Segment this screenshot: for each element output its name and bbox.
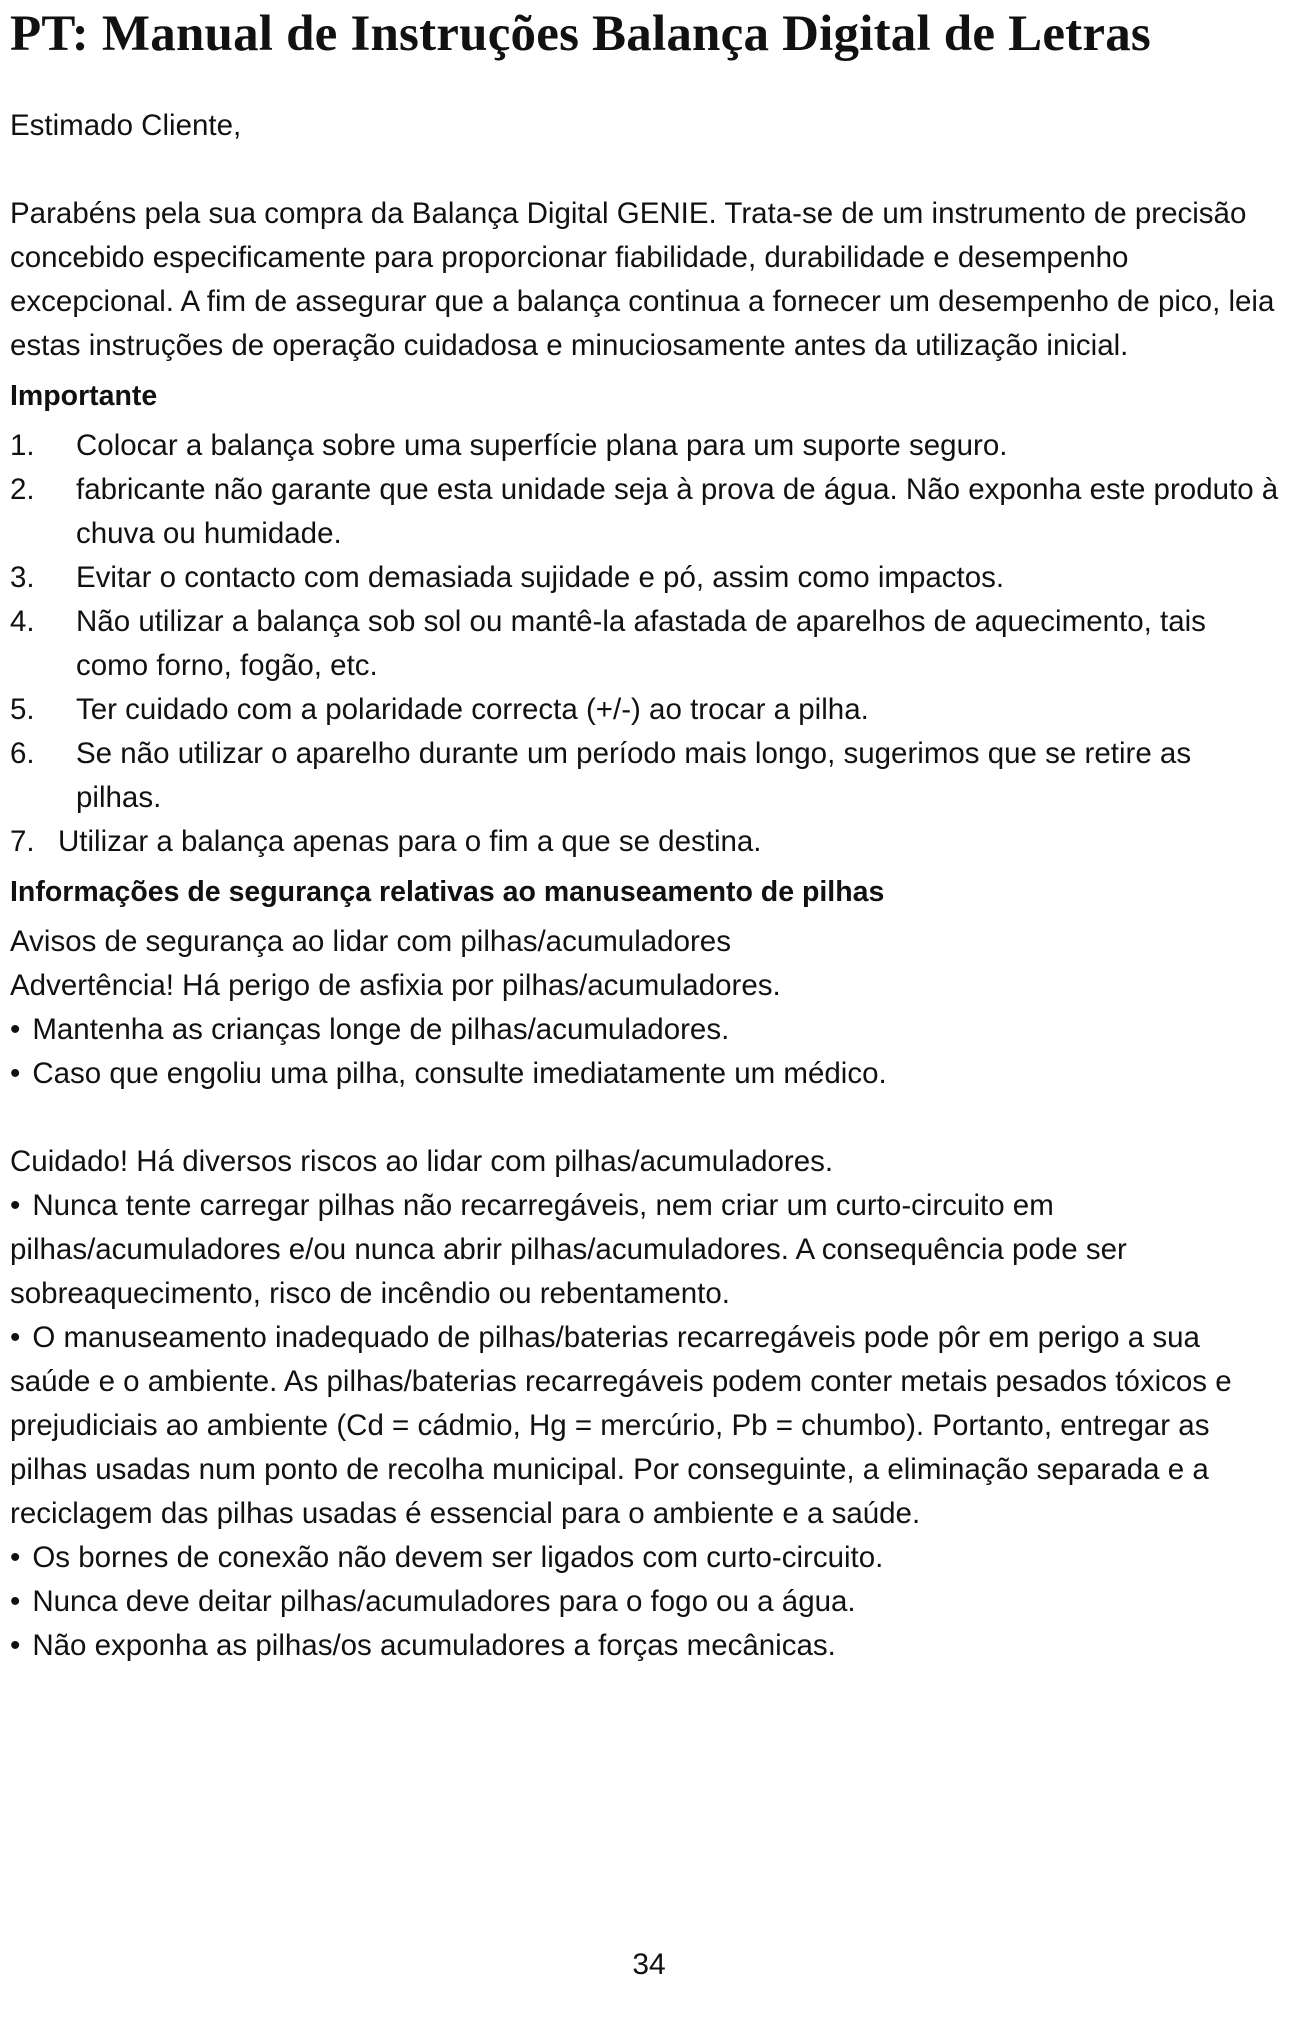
- bullet-glyph: •: [10, 1585, 21, 1618]
- safety-heading: Informações de segurança relativas ao manuseamento de pilhas: [10, 876, 885, 908]
- list-item: [10, 600, 1280, 688]
- bullet-text: O manuseamento inadequado de pilhas/baterias recarregáveis pode pôr em perigo a sua saúde e o ambiente. As pilhas/baterias recarregáveis podem conter metais pesados tóxicos e prejudiciais ao ambiente (Cd = cádmio, Hg = mercúrio, Pb = chumbo). Portanto, entregar as pilhas usadas num ponto de recolha municipal. Por conseguinte, a eliminação separada e a reciclagem das pilhas usadas é essencial para o ambiente e a saúde.: [10, 1321, 1232, 1530]
- item-text: Não utilizar a balança sob sol ou mantê-la afastada de aparelhos de aquecimento, tais como forno, fogão, etc.: [76, 605, 1206, 682]
- intro-paragraph: Parabéns pela sua compra da Balança Digital GENIE. Trata-se de um instrumento de precisão concebido especificamente para proporcionar fiabilidade, durabilidade e desempenho excepcional. A fim de assegurar que a balança continua a fornecer um desempenho de pico, leia estas instruções de operação cuidadosa e minuciosamente antes da utilização inicial.: [10, 197, 1275, 362]
- bullet-text: Caso que engoliu uma pilha, consulte imediatamente um médico.: [32, 1057, 887, 1090]
- item-text: Utilizar a balança apenas para o fim a que se destina.: [58, 825, 762, 858]
- bullet-item: [10, 1580, 1280, 1624]
- important-heading: Importante: [10, 380, 158, 412]
- important-list: [10, 424, 1280, 864]
- item-number: 7.: [10, 825, 35, 858]
- bullet-item: [10, 1624, 1280, 1668]
- bullet-item: [10, 1008, 1280, 1052]
- bullet-glyph: •: [10, 1541, 21, 1574]
- item-text: Evitar o contacto com demasiada sujidade e pó, assim como impactos.: [76, 561, 1005, 594]
- bullet-text: Nunca tente carregar pilhas não recarregáveis, nem criar um curto-circuito em pilhas/acumuladores e/ou nunca abrir pilhas/acumuladores. A consequência pode ser sobreaquecimento, risco de incêndio ou rebentamento.: [10, 1189, 1127, 1310]
- spacer: [10, 1096, 1280, 1140]
- bullet-glyph: •: [10, 1321, 21, 1354]
- item-number: 6.: [10, 737, 35, 770]
- page-title: PT: Manual de Instruções Balança Digital de Letras: [10, 6, 1151, 62]
- item-number: 3.: [10, 561, 35, 594]
- bullet-glyph: •: [10, 1189, 21, 1222]
- list-item: [10, 820, 1280, 864]
- item-number: 2.: [10, 473, 35, 506]
- warning-title: Avisos de segurança ao lidar com pilhas/acumuladores: [10, 925, 731, 958]
- warning-bullets: [10, 1008, 1280, 1096]
- list-item: [10, 556, 1280, 600]
- item-number: 4.: [10, 605, 35, 638]
- bullet-glyph: •: [10, 1057, 21, 1090]
- bullet-glyph: •: [10, 1629, 21, 1662]
- list-item: [10, 468, 1280, 556]
- bullet-text: Mantenha as crianças longe de pilhas/acumuladores.: [32, 1013, 730, 1046]
- item-text: Se não utilizar o aparelho durante um período mais longo, sugerimos que se retire as pilhas.: [76, 737, 1192, 814]
- bullet-item: [10, 1184, 1280, 1316]
- caution-bullets: [10, 1184, 1280, 1668]
- item-text: fabricante não garante que esta unidade seja à prova de água. Não exponha este produto à chuva ou humidade.: [76, 473, 1279, 550]
- list-item: [10, 732, 1280, 820]
- caution-line: Cuidado! Há diversos riscos ao lidar com pilhas/acumuladores.: [10, 1145, 834, 1178]
- bullet-item: [10, 1536, 1280, 1580]
- bullet-text: Não exponha as pilhas/os acumuladores a forças mecânicas.: [32, 1629, 836, 1662]
- item-text: Colocar a balança sobre uma superfície plana para um suporte seguro.: [76, 429, 1008, 462]
- page-number: 34: [632, 1948, 666, 1981]
- bullet-text: Nunca deve deitar pilhas/acumuladores para o fogo ou a água.: [32, 1585, 856, 1618]
- list-item: [10, 688, 1280, 732]
- greeting: Estimado Cliente,: [10, 109, 242, 142]
- item-text: Ter cuidado com a polaridade correcta (+/-) ao trocar a pilha.: [76, 693, 869, 726]
- list-item: [10, 424, 1280, 468]
- page-body: [10, 104, 1280, 1668]
- warning-line: Advertência! Há perigo de asfixia por pilhas/acumuladores.: [10, 969, 781, 1002]
- item-number: 1.: [10, 429, 35, 462]
- item-number: 5.: [10, 693, 35, 726]
- bullet-item: [10, 1316, 1280, 1536]
- bullet-glyph: •: [10, 1013, 21, 1046]
- bullet-item: [10, 1052, 1280, 1096]
- bullet-text: Os bornes de conexão não devem ser ligados com curto-circuito.: [32, 1541, 884, 1574]
